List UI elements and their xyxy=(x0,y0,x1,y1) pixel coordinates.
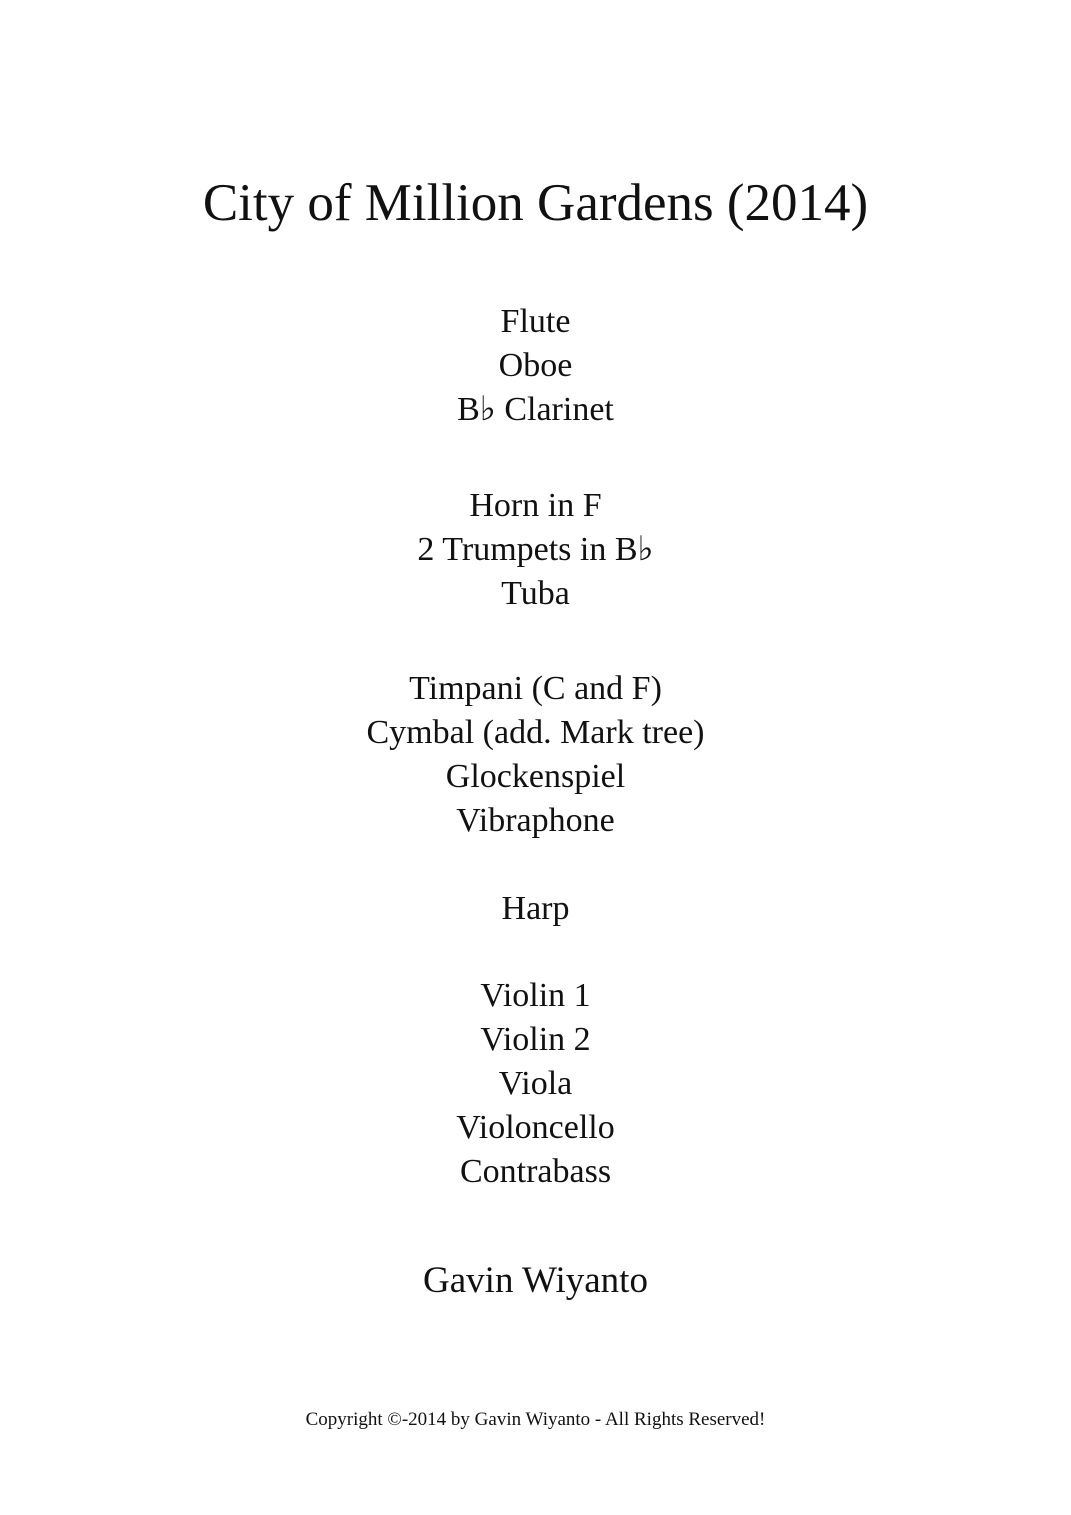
page-title: City of Million Gardens (2014) xyxy=(202,174,869,232)
instrument-name: Viola xyxy=(498,1065,573,1102)
woodwinds-group xyxy=(0,300,1071,432)
instrument-name: Contrabass xyxy=(459,1153,612,1190)
strings-group xyxy=(0,974,1071,1194)
instrument-name: Flute xyxy=(500,303,571,340)
instrument-name: Violin 2 xyxy=(480,1021,591,1058)
instrument-name: 2 Trumpets in B♭ xyxy=(417,531,654,568)
percussion-group xyxy=(0,667,1071,843)
composer-name: Gavin Wiyanto xyxy=(423,1260,648,1301)
instrument-name: Cymbal (add. Mark tree) xyxy=(366,714,705,751)
instrument-name: Harp xyxy=(501,890,570,927)
instrument-name: Vibraphone xyxy=(456,802,615,839)
instrument-name: Oboe xyxy=(498,347,573,384)
instrument-name: B♭ Clarinet xyxy=(457,391,614,428)
instrument-name: Glockenspiel xyxy=(445,758,626,795)
instrument-name: Violin 1 xyxy=(480,977,591,1014)
instrument-name: Tuba xyxy=(501,575,570,612)
copyright-notice: Copyright ©-2014 by Gavin Wiyanto - All Rights Reserved! xyxy=(305,1409,766,1430)
brass-group xyxy=(0,484,1071,616)
harp-group xyxy=(0,887,1071,931)
instrument-name: Horn in F xyxy=(469,487,602,524)
instrument-name: Timpani (C and F) xyxy=(409,670,662,707)
instrument-name: Violoncello xyxy=(456,1109,615,1146)
